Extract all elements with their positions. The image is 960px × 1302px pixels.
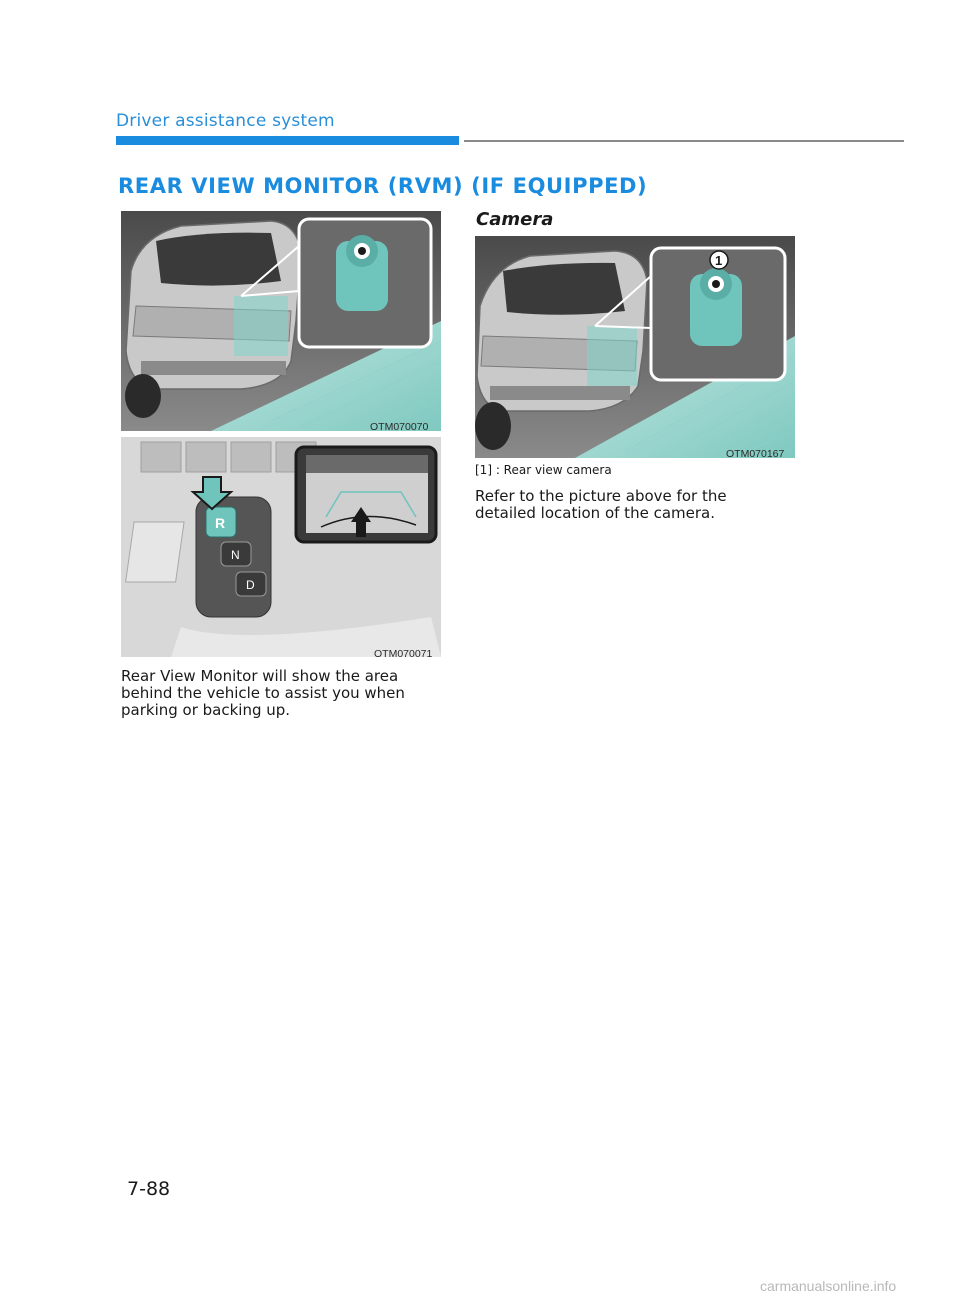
intro-line-3: parking or backing up. [121,701,291,719]
page-title: REAR VIEW MONITOR (RVM) (IF EQUIPPED) [118,174,648,198]
figure-car-rear-camera [121,211,441,431]
figure-camera-location [475,236,795,458]
page-number: 7-88 [127,1178,171,1200]
section-label: Driver assistance system [116,111,335,131]
figure-caption: [1] : Rear view camera [475,463,612,477]
figure-code-3: OTM070167 [726,448,785,460]
camera-heading: Camera [476,209,554,230]
header-rule [464,140,904,142]
figure-code-2: OTM070071 [374,648,433,660]
camera-line-1: Refer to the picture above for the [475,487,727,505]
shift-d-label: D [246,578,255,592]
figure-shift-display [121,437,441,657]
shift-n-label: N [231,548,240,562]
callout-number: 1 [715,253,723,268]
figure-code-1: OTM070070 [370,421,429,433]
intro-line-2: behind the vehicle to assist you when [121,684,405,702]
camera-paragraph [475,488,727,522]
header-accent-bar [116,136,459,145]
intro-line-1: Rear View Monitor will show the area [121,667,399,685]
car-rear-illustration [121,211,441,431]
shift-console-illustration [121,437,441,657]
watermark: carmanualsonline.info [760,1278,897,1294]
shift-r-label: R [215,515,226,531]
camera-line-2: detailed location of the camera. [475,504,715,522]
intro-paragraph [121,668,405,719]
camera-location-illustration [475,236,795,458]
